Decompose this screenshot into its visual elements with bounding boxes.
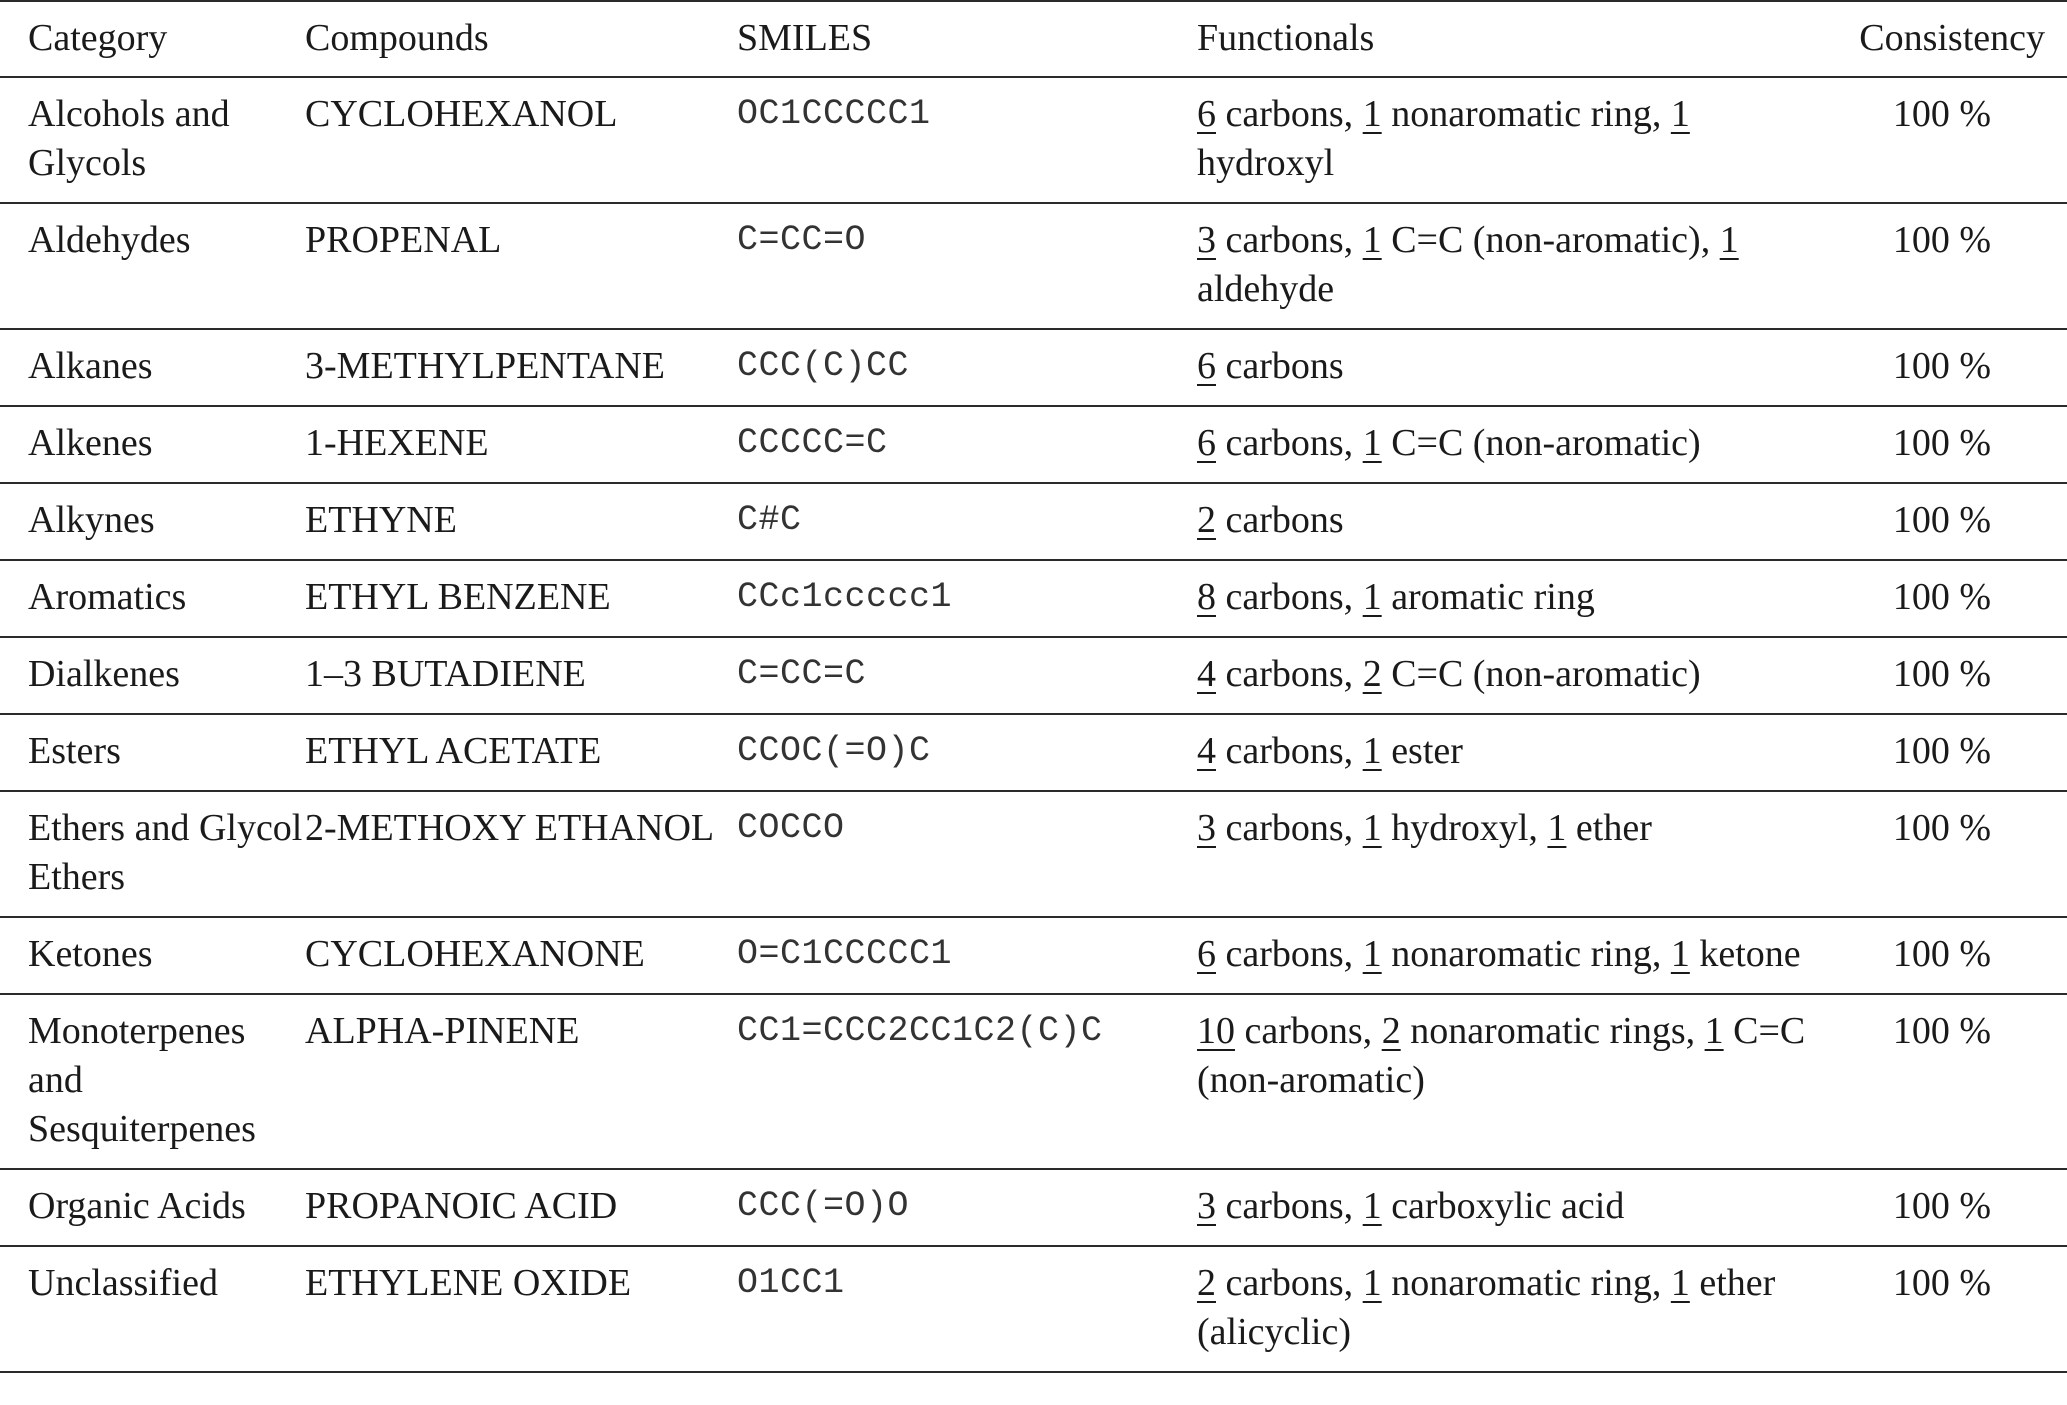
functional-count: 1	[1362, 576, 1382, 618]
functional-label: nonaromatic rings,	[1400, 1010, 1705, 1052]
functionals-cell	[1197, 329, 1817, 406]
functional-label: carbons,	[1216, 933, 1363, 975]
smiles-cell: CCC(C)CC	[737, 329, 1197, 406]
functional-count: 1	[1719, 219, 1739, 261]
functional-label: carboxylic acid	[1381, 1185, 1625, 1227]
functional-label: aldehyde	[1197, 219, 1749, 310]
functional-count: 1	[1362, 1185, 1382, 1227]
compound-cell: 1-HEXENE	[305, 406, 737, 483]
functional-count: 6	[1197, 422, 1216, 464]
functional-label: carbons,	[1216, 422, 1363, 464]
functional-label: C=C (non-aromatic)	[1197, 1010, 1815, 1101]
functionals-cell	[1197, 203, 1817, 329]
smiles-cell: CCCCC=C	[737, 406, 1197, 483]
consistency-cell: 100 %	[1817, 560, 2067, 637]
header-consistency: Consistency	[1817, 1, 2067, 77]
functional-label: ester	[1381, 730, 1463, 772]
category-cell: Dialkenes	[0, 637, 305, 714]
compound-cell: 2-METHOXY ETHANOL	[305, 791, 737, 917]
header-functionals: Functionals	[1197, 1, 1817, 77]
functional-label: nonaromatic ring,	[1381, 1262, 1671, 1304]
category-cell: Alkenes	[0, 406, 305, 483]
functionals-cell	[1197, 791, 1817, 917]
table-header	[0, 1, 2067, 77]
smiles-cell: C=CC=C	[737, 637, 1197, 714]
table-row	[0, 406, 2067, 483]
functional-label: aromatic ring	[1381, 576, 1595, 618]
table-row	[0, 791, 2067, 917]
functionals-cell	[1197, 1246, 1817, 1372]
smiles-cell: O=C1CCCCC1	[737, 917, 1197, 994]
compound-cell: CYCLOHEXANONE	[305, 917, 737, 994]
category-cell: Esters	[0, 714, 305, 791]
functional-label: ether	[1566, 807, 1652, 849]
category-cell: Alkynes	[0, 483, 305, 560]
compound-cell: ETHYL BENZENE	[305, 560, 737, 637]
compound-cell: ALPHA-PINENE	[305, 994, 737, 1169]
consistency-cell: 100 %	[1817, 483, 2067, 560]
functional-count: 2	[1381, 1010, 1401, 1052]
functionals-cell	[1197, 917, 1817, 994]
functional-label: ether (alicyclic)	[1197, 1262, 1785, 1353]
functional-count: 1	[1362, 1262, 1382, 1304]
smiles-cell: C#C	[737, 483, 1197, 560]
category-cell: Alkanes	[0, 329, 305, 406]
functional-count: 3	[1197, 219, 1216, 261]
functionals-cell	[1197, 483, 1817, 560]
functionals-cell	[1197, 637, 1817, 714]
table-row	[0, 714, 2067, 791]
compound-cell: 3-METHYLPENTANE	[305, 329, 737, 406]
functional-label: carbons,	[1216, 93, 1363, 135]
consistency-cell: 100 %	[1817, 329, 2067, 406]
consistency-cell: 100 %	[1817, 203, 2067, 329]
table-row	[0, 483, 2067, 560]
header-compounds: Compounds	[305, 1, 737, 77]
functional-count: 3	[1197, 1185, 1216, 1227]
functional-count: 6	[1197, 93, 1216, 135]
consistency-cell: 100 %	[1817, 1169, 2067, 1246]
consistency-cell: 100 %	[1817, 791, 2067, 917]
smiles-cell: C=CC=O	[737, 203, 1197, 329]
functional-label: C=C (non-aromatic)	[1381, 422, 1701, 464]
functional-count: 8	[1197, 576, 1216, 618]
functional-count: 3	[1197, 807, 1216, 849]
table-row	[0, 329, 2067, 406]
functional-label: carbons,	[1216, 219, 1363, 261]
functional-count: 2	[1197, 1262, 1216, 1304]
smiles-cell: CCc1ccccc1	[737, 560, 1197, 637]
functional-count: 1	[1704, 1010, 1724, 1052]
consistency-cell: 100 %	[1817, 917, 2067, 994]
functionals-cell	[1197, 77, 1817, 203]
consistency-cell: 100 %	[1817, 1246, 2067, 1372]
smiles-cell: O1CC1	[737, 1246, 1197, 1372]
functional-label: carbons,	[1216, 576, 1363, 618]
consistency-cell: 100 %	[1817, 994, 2067, 1169]
functional-label: C=C (non-aromatic),	[1381, 219, 1720, 261]
compound-cell: ETHYL ACETATE	[305, 714, 737, 791]
compound-cell: ETHYNE	[305, 483, 737, 560]
functional-label: carbons,	[1216, 1262, 1363, 1304]
functionals-cell	[1197, 994, 1817, 1169]
compound-cell: CYCLOHEXANOL	[305, 77, 737, 203]
table-row	[0, 560, 2067, 637]
table-row	[0, 1246, 2067, 1372]
compound-cell: PROPANOIC ACID	[305, 1169, 737, 1246]
functionals-cell	[1197, 1169, 1817, 1246]
functional-count: 1	[1362, 933, 1382, 975]
functional-label: hydroxyl,	[1381, 807, 1548, 849]
compound-cell: 1–3 BUTADIENE	[305, 637, 737, 714]
table-row	[0, 994, 2067, 1169]
consistency-cell: 100 %	[1817, 637, 2067, 714]
functional-count: 1	[1670, 93, 1690, 135]
smiles-cell: CC1=CCC2CC1C2(C)C	[737, 994, 1197, 1169]
header-row	[0, 1, 2067, 77]
functional-count: 10	[1197, 1010, 1235, 1052]
smiles-cell: CCOC(=O)C	[737, 714, 1197, 791]
functional-label: nonaromatic ring,	[1381, 93, 1671, 135]
functional-label: carbons,	[1216, 730, 1363, 772]
functional-label: carbons	[1216, 345, 1344, 387]
consistency-cell: 100 %	[1817, 77, 2067, 203]
functional-label: carbons,	[1216, 807, 1363, 849]
functionals-cell	[1197, 560, 1817, 637]
functionals-cell	[1197, 714, 1817, 791]
functional-count: 6	[1197, 345, 1216, 387]
table-row	[0, 917, 2067, 994]
functional-count: 1	[1362, 422, 1382, 464]
functional-label: ketone	[1689, 933, 1801, 975]
category-cell: Aromatics	[0, 560, 305, 637]
category-cell: Aldehydes	[0, 203, 305, 329]
functional-label: carbons,	[1216, 653, 1363, 695]
functional-label: carbons,	[1216, 1185, 1363, 1227]
functional-count: 1	[1362, 93, 1382, 135]
functional-label: carbons,	[1235, 1010, 1382, 1052]
table-body	[0, 77, 2067, 1372]
functional-label: C=C (non-aromatic)	[1381, 653, 1701, 695]
functional-label: hydroxyl	[1197, 93, 1700, 184]
functional-count: 1	[1547, 807, 1567, 849]
header-smiles: SMILES	[737, 1, 1197, 77]
functional-count: 6	[1197, 933, 1216, 975]
category-cell: Monoterpenes and Sesquiterpenes	[0, 994, 305, 1169]
smiles-cell: COCCO	[737, 791, 1197, 917]
table-row	[0, 637, 2067, 714]
category-cell: Ethers and Glycol Ethers	[0, 791, 305, 917]
table-row	[0, 1169, 2067, 1246]
functional-count: 1	[1362, 730, 1382, 772]
functional-count: 1	[1362, 219, 1382, 261]
category-cell: Organic Acids	[0, 1169, 305, 1246]
compound-cell: ETHYLENE OXIDE	[305, 1246, 737, 1372]
compound-cell: PROPENAL	[305, 203, 737, 329]
table-row	[0, 203, 2067, 329]
category-cell: Alcohols and Glycols	[0, 77, 305, 203]
functional-count: 2	[1197, 499, 1216, 541]
functional-label: nonaromatic ring,	[1381, 933, 1671, 975]
functional-count: 4	[1197, 730, 1216, 772]
functionals-cell	[1197, 406, 1817, 483]
functional-count: 4	[1197, 653, 1216, 695]
consistency-cell: 100 %	[1817, 714, 2067, 791]
header-category: Category	[0, 1, 305, 77]
smiles-cell: OC1CCCCC1	[737, 77, 1197, 203]
category-cell: Ketones	[0, 917, 305, 994]
smiles-cell: CCC(=O)O	[737, 1169, 1197, 1246]
functional-count: 1	[1670, 1262, 1690, 1304]
category-cell: Unclassified	[0, 1246, 305, 1372]
functional-count: 1	[1362, 807, 1382, 849]
table-row	[0, 77, 2067, 203]
functional-count: 1	[1670, 933, 1690, 975]
functional-count: 2	[1362, 653, 1382, 695]
functional-label: carbons	[1216, 499, 1344, 541]
consistency-cell: 100 %	[1817, 406, 2067, 483]
